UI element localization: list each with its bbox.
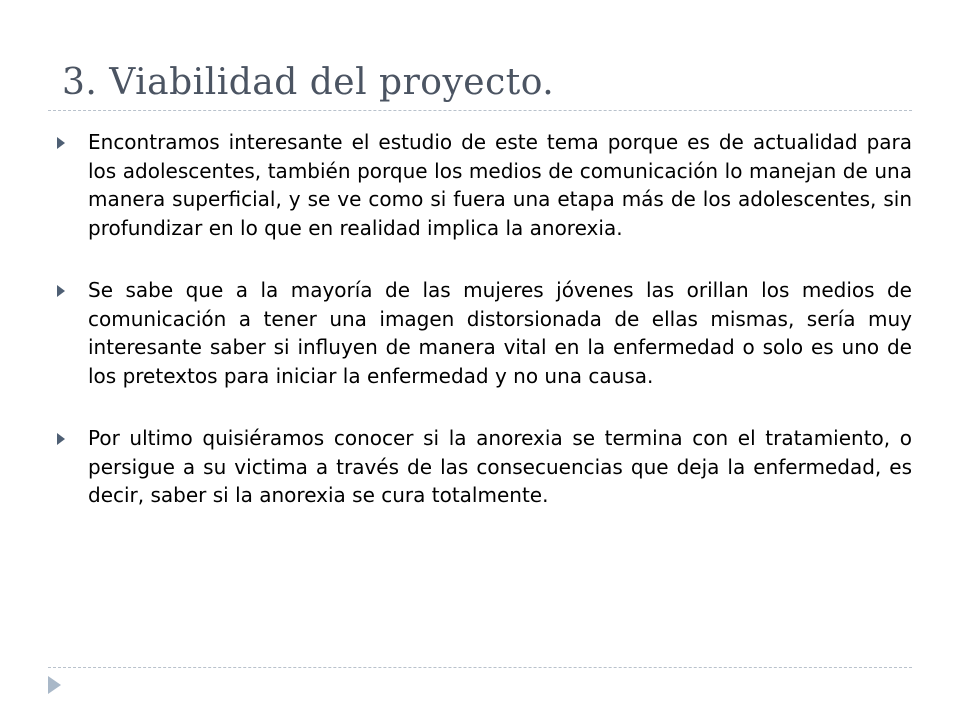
triangle-right-icon — [48, 676, 61, 694]
bullet-text: Se sabe que a la mayoría de las mujeres jóvenes las orillan los medios de comunicación a tener una imagen distorsionada de ellas mismas, sería muy interesante saber si influyen de manera vital en la enfermedad o solo es uno de los pretextos para iniciar la enfermedad y no una causa. — [88, 278, 912, 388]
bullet-text: Por ultimo quisiéramos conocer si la anorexia se termina con el tratamiento, o persigue a su victima a través de las consecuencias que deja la enfermedad, es decir, saber si la anorexia se cura totalmente. — [88, 426, 912, 507]
bullet-list — [54, 128, 912, 544]
bullet-text: Encontramos interesante el estudio de este tema porque es de actualidad para los adolescentes, también porque los medios de comunicación lo manejan de una manera superficial, y se ve como si fuera una etapa más de los adolescentes, sin profundizar en lo que en realidad implica la anorexia. — [88, 130, 912, 240]
footer-divider — [48, 667, 912, 668]
triangle-right-icon — [57, 433, 65, 445]
bullet-item — [54, 276, 912, 390]
title-divider — [48, 110, 912, 111]
triangle-right-icon — [57, 285, 65, 297]
slide-title: 3. Viabilidad del proyecto. — [62, 62, 555, 103]
bullet-item — [54, 128, 912, 242]
triangle-right-icon — [57, 137, 65, 149]
bullet-item — [54, 424, 912, 510]
